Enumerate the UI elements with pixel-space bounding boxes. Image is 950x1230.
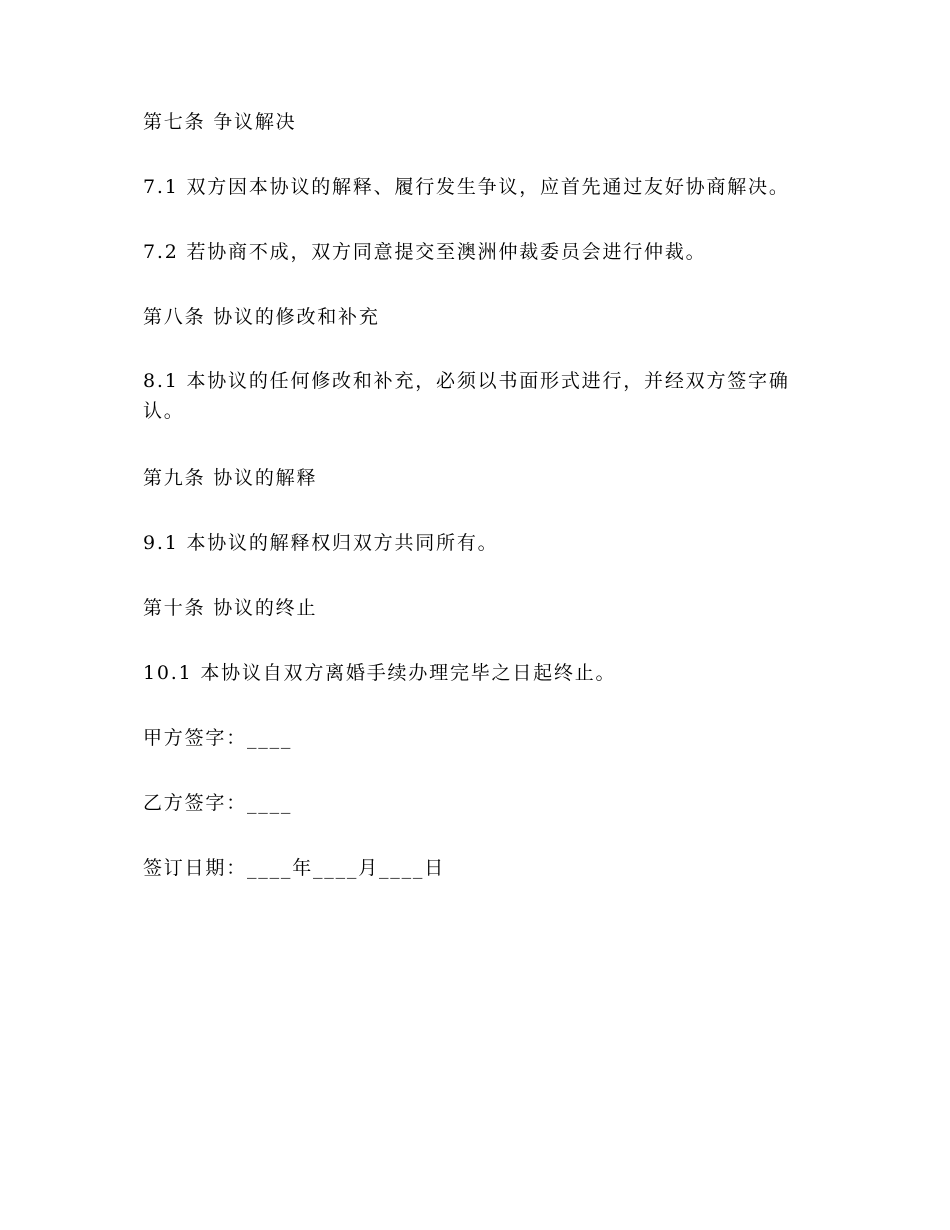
article-9-heading: 第九条 协议的解释 [143, 467, 318, 489]
clause-9-1: 9.1 本协议的解释权归双方共同所有。 [143, 532, 499, 554]
article-8-heading: 第八条 协议的修改和补充 [143, 306, 380, 328]
clause-10-1: 10.1 本协议自双方离婚手续办理完毕之日起终止。 [143, 662, 617, 684]
article-7-heading: 第七条 争议解决 [143, 111, 297, 133]
signing-date-line: 签订日期：____年____月____日 [143, 857, 446, 879]
clause-7-2: 7.2 若协商不成，双方同意提交至澳洲仲裁委员会进行仲裁。 [143, 241, 707, 263]
article-10-heading: 第十条 协议的终止 [143, 597, 318, 619]
party-a-signature-line: 甲方签字：____ [143, 727, 293, 749]
party-b-signature-line: 乙方签字：____ [143, 792, 293, 814]
clause-7-1: 7.1 双方因本协议的解释、履行发生争议，应首先通过友好协商解决。 [143, 176, 790, 198]
clause-8-1: 8.1 本协议的任何修改和补充，必须以书面形式进行，并经双方签字确认。 [143, 370, 790, 422]
